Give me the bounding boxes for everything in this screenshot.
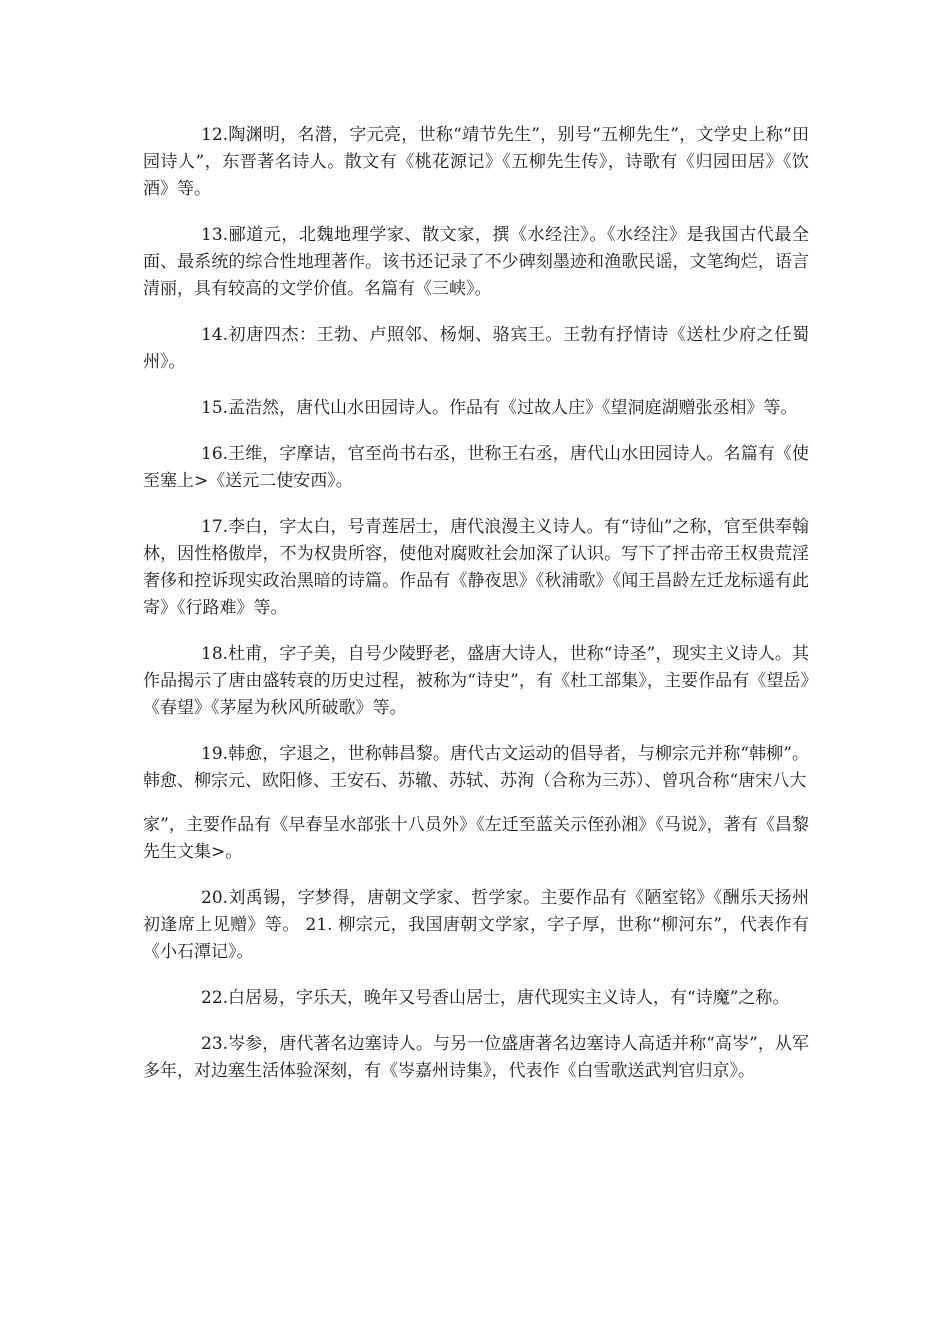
paragraph-15-meng-haoran: 15.孟浩然，唐代山水田园诗人。作品有《过故人庄》《望洞庭湖赠张丞相》等。 — [201, 398, 798, 418]
paragraph-18-du-fu: 18.杜甫，字子美，自号少陵野老，盛唐大诗人，世称“诗圣”，现实主义诗人。其作品揭示了唐由盛转衰的历史过程，被称为“诗史”，有《杜工部集》，主要作品有《望岳》《春望》《茅屋为秋风所破歌》等。 — [143, 644, 809, 718]
paragraph-23-cen-shen: 23.岑参，唐代著名边塞诗人。与另一位盛唐著名边塞诗人高适并称“高岑”，从军多年，对边塞生活体验深刻，有《岑嘉州诗集》，代表作《白雪歌送武判官归京》。 — [143, 1034, 809, 1081]
paragraph-14-four-masters: 14.初唐四杰：王勃、卢照邻、杨炯、骆宾王。王勃有抒情诗《送杜少府之任蜀州》。 — [143, 325, 809, 372]
paragraph-12-tao-yuanming: 12.陶渊明，名潜，字元亮，世称“靖节先生”，别号“五柳先生”，文学史上称“田园诗人”，东晋著名诗人。散文有《桃花源记》《五柳先生传》，诗歌有《归园田居》《饮酒》等。 — [143, 125, 809, 199]
paragraph-20-21-liu-yuxi-liu-zongyuan: 20.刘禹锡，字梦得，唐朝文学家、哲学家。主要作品有《陋室铭》《酬乐天扬州初逢席上见赠》等。 21. 柳宗元，我国唐朝文学家，字子厚，世称“柳河东”，代表作有《小石潭记》。 — [143, 888, 809, 962]
paragraph-19-han-yu: 19.韩愈，字退之，世称韩昌黎。唐代古文运动的倡导者，与柳宗元并称“韩柳”。韩愈、柳宗元、欧阳修、王安石、苏辙、苏轼、苏洵（合称为三苏）、曾巩合称“唐宋八大 — [143, 744, 809, 791]
paragraph-19-continued: 家”，主要作品有《早春呈水部张十八员外》《左迁至蓝关示侄孙湘》《马说》，著有《昌黎先生文集>。 — [143, 815, 809, 862]
paragraph-17-li-bai: 17.李白，字太白，号青莲居士，唐代浪漫主义诗人。有“诗仙”之称，官至供奉翰林，因性格傲岸，不为权贵所容，使他对腐败社会加深了认识。写下了抨击帝王权贵荒淫奢侈和控诉现实政治黑暗的诗篇。作品有《静夜思》《秋浦歌》《闻王昌龄左迁龙标遥有此寄》《行路难》等。 — [143, 517, 809, 618]
paragraph-22-bai-juyi: 22.白居易，字乐天，晚年又号香山居士，唐代现实主义诗人，有“诗魔”之称。 — [201, 988, 790, 1008]
paragraph-13-li-daoyuan: 13.郦道元，北魏地理学家、散文家，撰《水经注》。《水经注》是我国古代最全面、最系统的综合性地理著作。该书还记录了不少碑刻墨迹和渔歌民谣，文笔绚烂，语言清丽，具有较高的文学价值。名篇有《三峡》。 — [143, 225, 809, 299]
paragraph-16-wang-wei: 16.王维，字摩诘，官至尚书右丞，世称王右丞，唐代山水田园诗人。名篇有《使至塞上>《送元二使安西》。 — [143, 444, 809, 491]
document-body — [143, 122, 809, 1104]
